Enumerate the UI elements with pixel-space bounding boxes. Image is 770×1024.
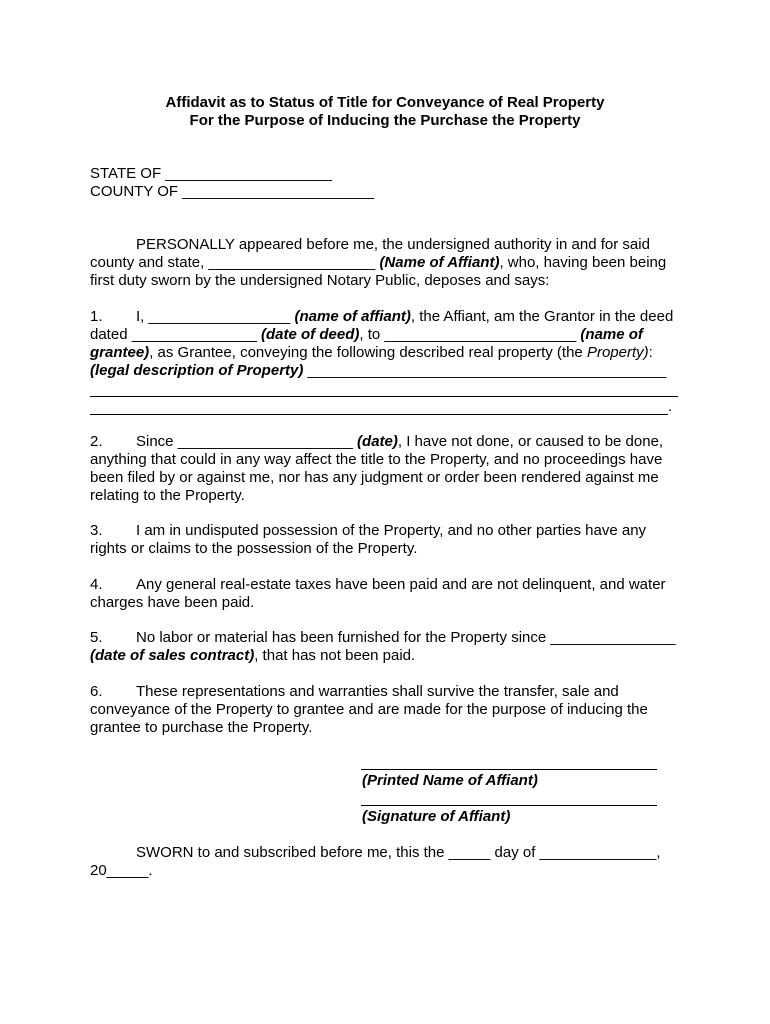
signature-line (361, 805, 657, 806)
intro-line-3: first duty sworn by the undersigned Notary Public, deposes and says: (90, 272, 550, 289)
paragraph-6-number: 6. (90, 683, 103, 700)
paragraph-3-number: 3. (90, 522, 103, 539)
paragraph-6-line-3: grantee to purchase the Property. (90, 719, 313, 736)
paragraph-2-line-2: anything that could in any way affect the title to the Property, and no proceedings have (90, 451, 663, 468)
paragraph-6-line-2: conveyance of the Property to grantee and are made for the purpose of inducing the (90, 701, 648, 718)
legal-description-blank-1 (90, 396, 678, 397)
paragraph-4-number: 4. (90, 576, 103, 593)
printed-name-label: (Printed Name of Affiant) (362, 772, 538, 789)
jurat-line-1: SWORN to and subscribed before me, this the _____ day of ______________, (136, 844, 661, 861)
paragraph-2-line-1: Since _____________________ (date), I have not done, or caused to be done, (136, 433, 664, 450)
state-field: STATE OF ____________________ (90, 165, 333, 182)
paragraph-5-line-1: No labor or material has been furnished for the Property since _______________ (136, 629, 676, 646)
jurat-line-2: 20_____. (90, 862, 153, 879)
legal-description-blank-2 (90, 414, 668, 415)
document-title: Affidavit as to Status of Title for Conveyance of Real Property (165, 94, 605, 111)
legal-description-period: . (668, 398, 673, 415)
intro-line-1: PERSONALLY appeared before me, the undersigned authority in and for said (136, 236, 650, 253)
paragraph-1-line-1: I, _________________ (name of affiant), the Affiant, am the Grantor in the deed (136, 308, 674, 325)
document-subtitle: For the Purpose of Inducing the Purchase the Property (189, 112, 581, 129)
paragraph-2-number: 2. (90, 433, 103, 450)
paragraph-1-line-3: grantee), as Grantee, conveying the following described real property (the Property): (90, 344, 653, 361)
paragraph-5-line-2: (date of sales contract), that has not been paid. (90, 647, 416, 664)
paragraph-4-line-2: charges have been paid. (90, 594, 255, 611)
paragraph-3-line-1: I am in undisputed possession of the Property, and no other parties have any (136, 522, 647, 539)
paragraph-6-line-1: These representations and warranties shall survive the transfer, sale and (136, 683, 619, 700)
signature-label: (Signature of Affiant) (362, 808, 511, 825)
paragraph-1-line-2: dated _______________ (date of deed), to _______________________ (name of (90, 326, 643, 343)
intro-line-2: county and state, ____________________ (Name of Affiant), who, having been being (90, 254, 667, 271)
paragraph-2-line-3: been filed by or against me, nor has any judgment or order been rendered against me (90, 469, 659, 486)
paragraph-5-number: 5. (90, 629, 103, 646)
paragraph-3-line-2: rights or claims to the possession of the Property. (90, 540, 418, 557)
paragraph-2-line-4: relating to the Property. (90, 487, 245, 504)
paragraph-1-line-4: (legal description of Property) ___________________________________________ (90, 362, 667, 379)
county-field: COUNTY OF _______________________ (90, 183, 375, 200)
printed-name-line (361, 769, 657, 770)
paragraph-4-line-1: Any general real-estate taxes have been paid and are not delinquent, and water (136, 576, 666, 593)
paragraph-1-number: 1. (90, 308, 103, 325)
